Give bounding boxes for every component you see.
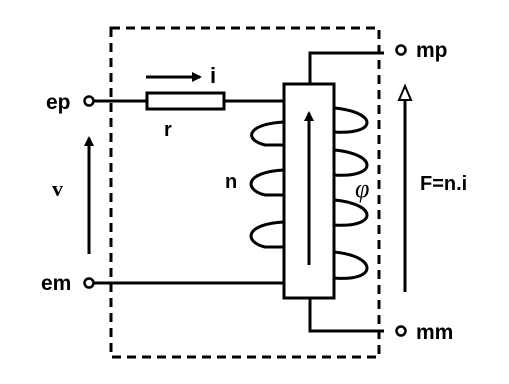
mm-label: mm [416, 321, 454, 344]
em-terminal [85, 279, 94, 288]
mm-lead [310, 298, 384, 331]
ep-label: ep [46, 91, 71, 114]
resistor-label: r [164, 119, 172, 141]
mm-terminal [397, 327, 406, 336]
mp-lead [310, 53, 384, 84]
mmf-label: F=n.i [420, 173, 468, 195]
em-label: em [41, 272, 72, 295]
turns-label: n [225, 171, 238, 193]
resistor [147, 93, 224, 109]
mp-terminal [397, 46, 406, 55]
current-label: i [210, 63, 217, 88]
voltage-label: v [52, 176, 63, 201]
ep-terminal [85, 97, 94, 106]
mmf-arrowhead-icon [399, 86, 411, 100]
flux-label: φ [355, 174, 370, 203]
mp-label: mp [416, 39, 448, 62]
